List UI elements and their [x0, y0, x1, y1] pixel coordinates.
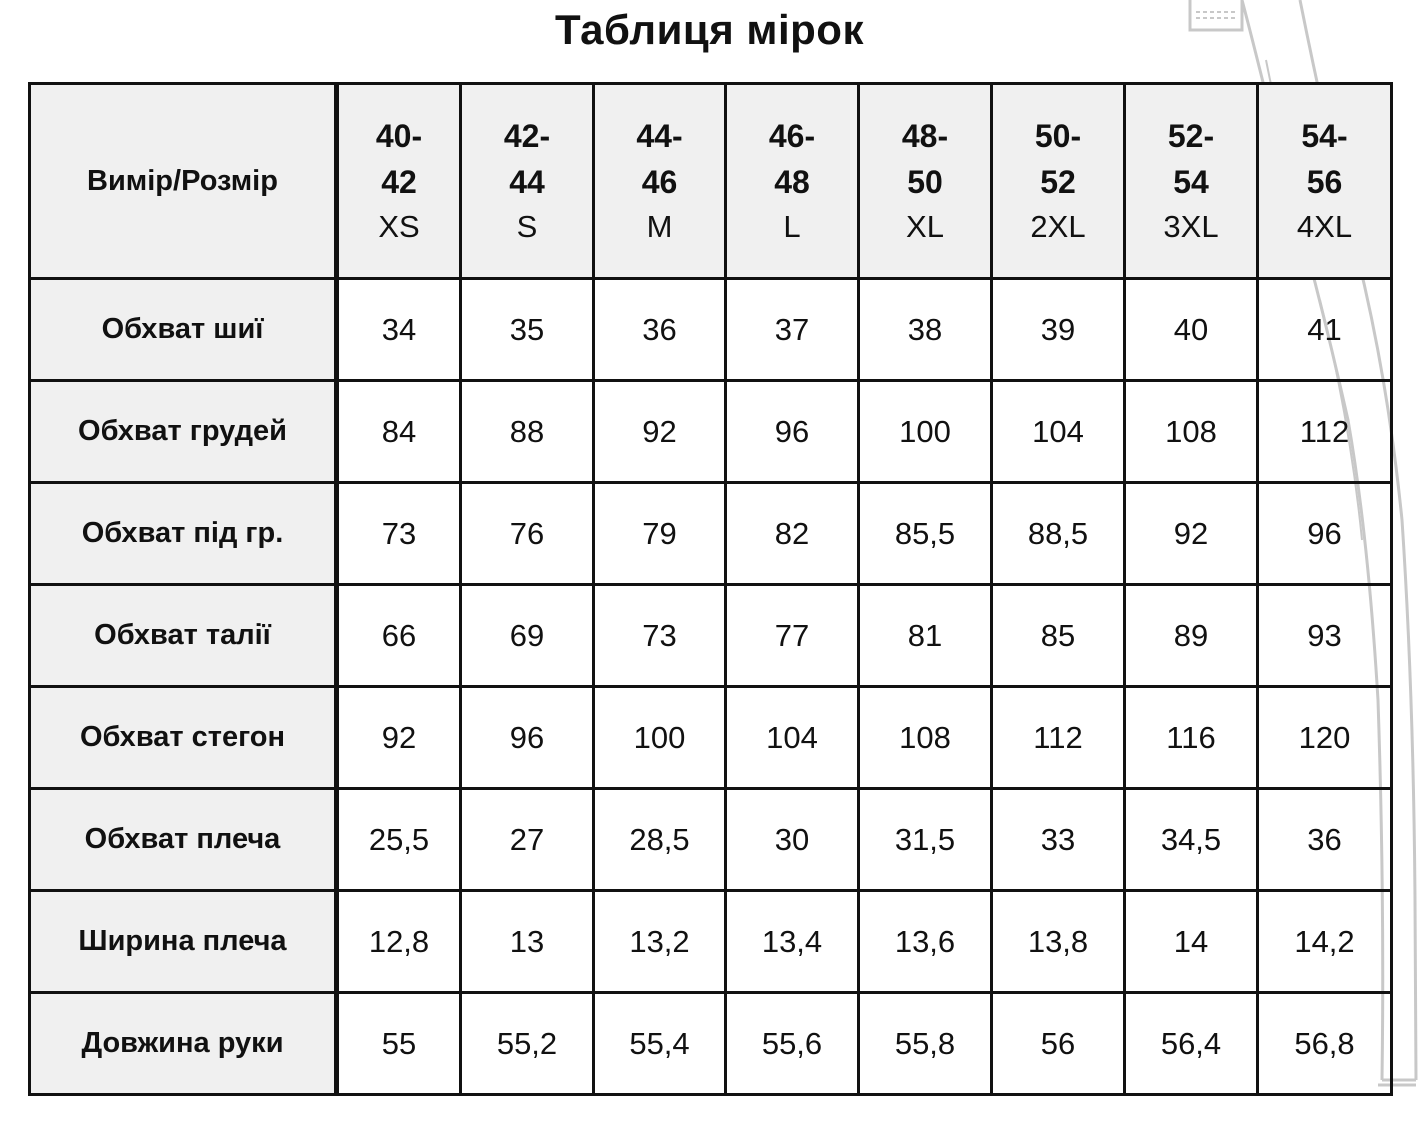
table-cell: 108	[859, 687, 992, 789]
table-cell: 84	[337, 381, 461, 483]
table-cell: 56,8	[1258, 993, 1392, 1095]
table-cell: 55,4	[594, 993, 726, 1095]
size-letter: 3XL	[1163, 209, 1219, 244]
size-letter: M	[646, 209, 673, 244]
size-header	[461, 84, 594, 279]
table-cell: 85	[992, 585, 1125, 687]
table-cell: 40	[1125, 279, 1258, 381]
table-cell: 112	[992, 687, 1125, 789]
table-cell: 55,6	[726, 993, 859, 1095]
table-cell: 36	[1258, 789, 1392, 891]
table-cell: 27	[461, 789, 594, 891]
size-letter: XL	[906, 209, 944, 244]
table-cell: 73	[594, 585, 726, 687]
size-letter: S	[516, 209, 538, 244]
row-label: Обхват грудей	[30, 381, 337, 483]
size-letter: L	[783, 209, 801, 244]
size-range: 52- 54	[1167, 118, 1215, 200]
table-cell: 30	[726, 789, 859, 891]
table-cell: 36	[594, 279, 726, 381]
table-cell: 96	[1258, 483, 1392, 585]
table-cell: 120	[1258, 687, 1392, 789]
table-cell: 82	[726, 483, 859, 585]
table-cell: 28,5	[594, 789, 726, 891]
size-header	[594, 84, 726, 279]
size-chart-table	[28, 82, 1393, 1096]
table-cell: 33	[992, 789, 1125, 891]
table-cell: 13,8	[992, 891, 1125, 993]
table-cell: 55	[337, 993, 461, 1095]
table-cell: 55,8	[859, 993, 992, 1095]
table-row-underbust	[30, 483, 1392, 585]
table-cell: 35	[461, 279, 594, 381]
table-cell: 104	[992, 381, 1125, 483]
table-cell: 14,2	[1258, 891, 1392, 993]
row-label: Обхват шиї	[30, 279, 337, 381]
table-cell: 34	[337, 279, 461, 381]
table-row-upper-arm	[30, 789, 1392, 891]
table-cell: 13,4	[726, 891, 859, 993]
table-row-sleeve-length	[30, 993, 1392, 1095]
table-cell: 39	[992, 279, 1125, 381]
size-header	[337, 84, 461, 279]
table-cell: 88,5	[992, 483, 1125, 585]
table-cell: 25,5	[337, 789, 461, 891]
table-cell: 89	[1125, 585, 1258, 687]
size-range: 40- 42	[375, 118, 423, 200]
table-cell: 37	[726, 279, 859, 381]
table-cell: 77	[726, 585, 859, 687]
table-cell: 14	[1125, 891, 1258, 993]
corner-label: Вимір/Розмір	[30, 84, 337, 279]
table-cell: 13	[461, 891, 594, 993]
table-cell: 85,5	[859, 483, 992, 585]
table-cell: 88	[461, 381, 594, 483]
size-range: 54- 56	[1301, 118, 1348, 200]
table-cell: 79	[594, 483, 726, 585]
size-range: 42- 44	[503, 118, 551, 200]
table-cell: 31,5	[859, 789, 992, 891]
table-cell: 73	[337, 483, 461, 585]
table-cell: 41	[1258, 279, 1392, 381]
row-label: Ширина плеча	[30, 891, 337, 993]
size-letter: 4XL	[1296, 209, 1353, 244]
row-label: Обхват під гр.	[30, 483, 337, 585]
table-cell: 13,2	[594, 891, 726, 993]
table-cell: 92	[1125, 483, 1258, 585]
table-cell: 93	[1258, 585, 1392, 687]
table-cell: 100	[594, 687, 726, 789]
table-cell: 92	[337, 687, 461, 789]
table-cell: 66	[337, 585, 461, 687]
page-title: Таблиця мірок	[555, 6, 864, 53]
size-header	[1258, 84, 1392, 279]
table-cell: 76	[461, 483, 594, 585]
table-cell: 34,5	[1125, 789, 1258, 891]
table-cell: 56,4	[1125, 993, 1258, 1095]
table-row-neck	[30, 279, 1392, 381]
size-range: 48- 50	[901, 118, 949, 200]
table-cell: 13,6	[859, 891, 992, 993]
size-letter: 2XL	[1030, 209, 1086, 244]
table-cell: 96	[461, 687, 594, 789]
size-header	[992, 84, 1125, 279]
table-row-hips	[30, 687, 1392, 789]
table-cell: 12,8	[337, 891, 461, 993]
size-header	[726, 84, 859, 279]
table-cell: 100	[859, 381, 992, 483]
table-cell: 56	[992, 993, 1125, 1095]
table-cell: 38	[859, 279, 992, 381]
size-letter: XS	[378, 209, 420, 244]
table-row-chest	[30, 381, 1392, 483]
row-label: Обхват стегон	[30, 687, 337, 789]
table-cell: 116	[1125, 687, 1258, 789]
size-header	[859, 84, 992, 279]
table-row-waist	[30, 585, 1392, 687]
row-label: Обхват талії	[30, 585, 337, 687]
table-cell: 108	[1125, 381, 1258, 483]
size-header	[1125, 84, 1258, 279]
table-cell: 104	[726, 687, 859, 789]
table-cell: 92	[594, 381, 726, 483]
table-cell: 112	[1258, 381, 1392, 483]
row-label: Обхват плеча	[30, 789, 337, 891]
row-label: Довжина руки	[30, 993, 337, 1095]
table-header-row	[30, 84, 1392, 279]
size-range: 50- 52	[1034, 118, 1082, 200]
table-cell: 55,2	[461, 993, 594, 1095]
size-range: 46- 48	[768, 118, 816, 200]
size-range: 44- 46	[636, 118, 683, 200]
table-cell: 69	[461, 585, 594, 687]
table-row-shoulder-width	[30, 891, 1392, 993]
table-cell: 81	[859, 585, 992, 687]
table-cell: 96	[726, 381, 859, 483]
